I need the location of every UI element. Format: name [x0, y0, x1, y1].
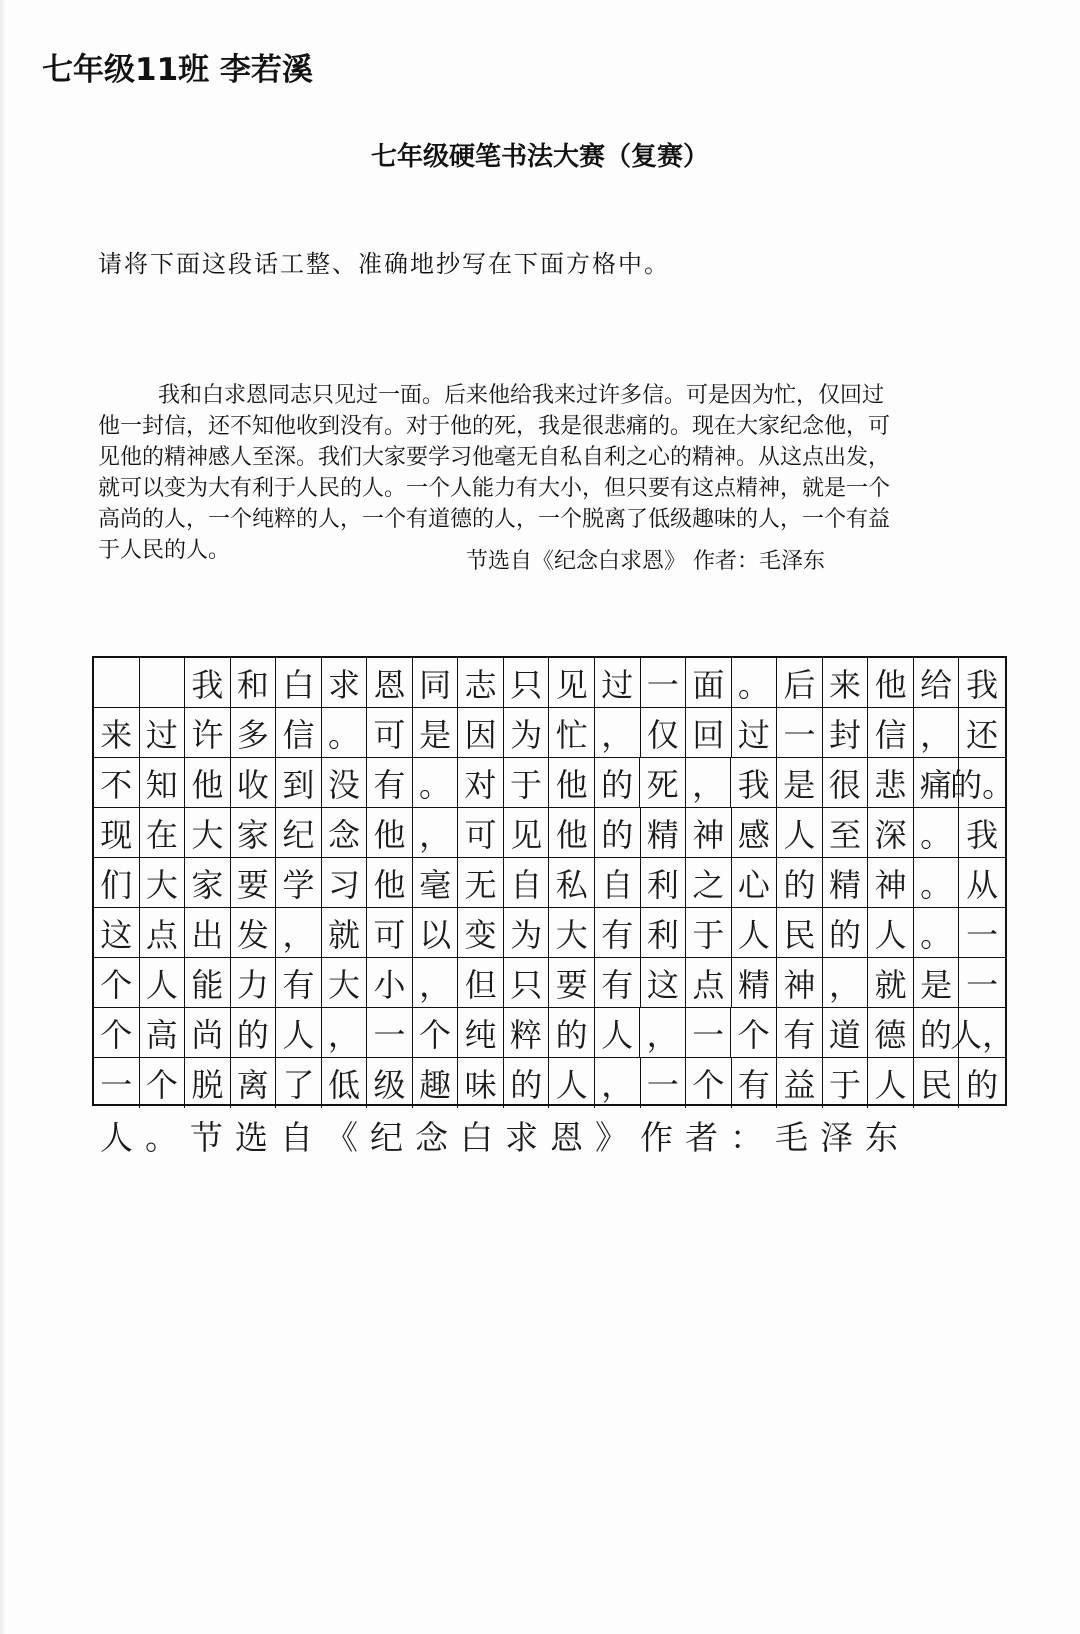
grid-cell: 现	[94, 808, 140, 858]
grid-cell: 我	[959, 658, 1005, 708]
grid-cell: 见	[504, 808, 550, 858]
grid-cell: 味	[458, 1058, 504, 1108]
grid-cell: 一	[94, 1058, 140, 1108]
grid-cell: 有	[595, 908, 641, 958]
grid-cell: 大	[549, 908, 595, 958]
grid-cell: 以	[413, 908, 459, 958]
grid-cell: 多	[231, 708, 277, 758]
grid-cell: 。	[914, 808, 960, 858]
grid-cell: 精	[732, 958, 778, 1008]
grid-cell: 利	[641, 908, 687, 958]
grid-cell: 为	[504, 908, 550, 958]
grid-cell: 民	[777, 908, 823, 958]
grid-cell	[140, 658, 186, 708]
grid-cell: 离	[231, 1058, 277, 1108]
grid-cell: 我	[185, 658, 231, 708]
grid-cell: 纪	[276, 808, 322, 858]
grid-cell: 人	[732, 908, 778, 958]
grid-cell: 封	[823, 708, 869, 758]
grid-cell: 。	[732, 658, 778, 708]
grid-cell: 。	[413, 758, 459, 808]
grid-cell: 一	[959, 958, 1005, 1008]
grid-row	[94, 958, 1005, 1008]
grid-row	[94, 808, 1005, 858]
grid-cell: 悲	[868, 758, 914, 808]
grid-cell: 过	[140, 708, 186, 758]
grid-cell: 于	[686, 908, 732, 958]
grid-cell: 信	[868, 708, 914, 758]
grid-cell: 我	[959, 808, 1005, 858]
grid-row	[94, 908, 1005, 958]
grid-cell: 一	[686, 1008, 732, 1058]
grid-cell: 信	[276, 708, 322, 758]
grid-cell: 忙	[549, 708, 595, 758]
grid-cell: 因	[458, 708, 504, 758]
grid-cell: 来	[94, 708, 140, 758]
grid-cell: ，	[413, 808, 459, 858]
grid-cell: 人	[595, 1008, 641, 1058]
grid-cell: 这	[94, 908, 140, 958]
grid-cell: 一	[641, 658, 687, 708]
grid-cell: 后	[777, 658, 823, 708]
grid-cell: 的	[231, 1008, 277, 1058]
grid-cell: 可	[458, 808, 504, 858]
grid-cell: 他	[367, 858, 413, 908]
grid-cell: 们	[94, 858, 140, 908]
grid-cell: 利	[641, 858, 687, 908]
grid-cell: 粹	[504, 1008, 550, 1058]
grid-cell: 的	[595, 758, 641, 808]
grid-cell: 习	[322, 858, 368, 908]
grid-cell: 这	[641, 958, 687, 1008]
grid-cell: 了	[276, 1058, 322, 1108]
grid-cell: 。	[322, 708, 368, 758]
grid-cell: ，	[276, 908, 322, 958]
grid-cell: 不	[94, 758, 140, 808]
grid-cell: ，	[823, 958, 869, 1008]
grid-cell: 和	[231, 658, 277, 708]
grid-cell: 之	[686, 858, 732, 908]
grid-cell: 神	[868, 858, 914, 908]
grid-cell: 低	[322, 1058, 368, 1108]
grid-cell: 精	[641, 808, 687, 858]
grid-cell: 纯	[458, 1008, 504, 1058]
grid-cell: ，	[686, 758, 732, 808]
grid-row	[94, 658, 1005, 708]
grid-cell: ，	[595, 708, 641, 758]
grid-cell: 的	[914, 1008, 960, 1058]
grid-cell: ，	[413, 958, 459, 1008]
grid-cell: 恩	[367, 658, 413, 708]
grid-cell: 人	[140, 958, 186, 1008]
grid-cell: 自	[504, 858, 550, 908]
grid-cell: 过	[732, 708, 778, 758]
grid-cell: 是	[413, 708, 459, 758]
passage-line: 就可以变为大有利于人民的人。一个人能力有大小，但只要有这点精神，就是一个	[98, 476, 891, 501]
grid-cell: 出	[185, 908, 231, 958]
instruction-text: 请将下面这段话工整、准确地抄写在下面方格中。	[98, 250, 670, 278]
grid-cell: 回	[686, 708, 732, 758]
grid-cell: 知	[140, 758, 186, 808]
grid-cell: 很	[823, 758, 869, 808]
passage-line: 于人民的人。	[98, 538, 231, 563]
grid-cell: 痛	[914, 758, 960, 808]
passage-line: 我和白求恩同志只见过一面。后来他给我来过许多信。可是因为忙，仅回过	[158, 383, 885, 408]
grid-cell: 一	[367, 1008, 413, 1058]
grid-cell: 来	[823, 658, 869, 708]
grid-cell: 神	[777, 958, 823, 1008]
grid-cell: 心	[732, 858, 778, 908]
grid-cell: 只	[504, 658, 550, 708]
grid-cell: 于	[823, 1058, 869, 1108]
grid-cell: 个	[94, 958, 140, 1008]
grid-cell: 点	[686, 958, 732, 1008]
grid-cell: 的	[504, 1058, 550, 1108]
grid-cell: 就	[322, 908, 368, 958]
passage-line: 他一封信，还不知他收到没有。对于他的死，我是很悲痛的。现在大家纪念他，可	[98, 414, 891, 439]
grid-cell: 人	[276, 1008, 322, 1058]
grid-cell: 脱	[185, 1058, 231, 1108]
grid-cell: 力	[231, 958, 277, 1008]
grid-cell: 个	[731, 1008, 777, 1058]
handwritten-footer: 人。节选自《纪念白求恩》作者：毛泽东	[100, 1118, 910, 1157]
grid-cell: 要	[549, 958, 595, 1008]
grid-cell: 他	[185, 758, 231, 808]
grid-cell: 小	[367, 958, 413, 1008]
grid-cell: 一	[777, 708, 823, 758]
grid-cell: 私	[549, 858, 595, 908]
grid-cell: 他	[868, 658, 914, 708]
grid-cell: 大	[140, 858, 186, 908]
grid-cell: 大	[185, 808, 231, 858]
grid-cell: 益	[777, 1058, 823, 1108]
grid-cell: 他	[367, 808, 413, 858]
printed-passage	[98, 380, 998, 566]
grid-cell: 还	[959, 708, 1005, 758]
grid-cell: 大	[322, 958, 368, 1008]
grid-cell: 个	[686, 1058, 732, 1108]
grid-cell: ，	[595, 1058, 641, 1108]
grid-cell: 感	[732, 808, 778, 858]
grid-cell: 他	[549, 758, 595, 808]
grid-cell: 发	[231, 908, 277, 958]
grid-cell: 许	[185, 708, 231, 758]
grid-cell: ，	[914, 708, 960, 758]
grid-cell: 见	[549, 658, 595, 708]
grid-cell: 的。	[959, 758, 1005, 808]
grid-cell: 他	[549, 808, 595, 858]
grid-cell: 过	[595, 658, 641, 708]
grid-cell: 有	[732, 1058, 778, 1108]
writing-grid	[92, 656, 1015, 1106]
passage-line: 高尚的人，一个纯粹的人，一个有道德的人，一个脱离了低级趣味的人，一个有益	[98, 507, 891, 532]
grid-cell: 的	[966, 1066, 999, 1104]
grid-cell: 有	[276, 958, 322, 1008]
grid-cell: 人	[868, 908, 914, 958]
grid-cell: 的	[777, 858, 823, 908]
grid-cell: 只	[504, 958, 550, 1008]
grid-cell: 学	[276, 858, 322, 908]
grid-cell: 的	[549, 1008, 595, 1058]
grid-cell: 深	[868, 808, 914, 858]
grid-cell: 在	[140, 808, 186, 858]
grid-cell: 收	[231, 758, 277, 808]
grid-cell: 于	[504, 758, 550, 808]
grid-cell: 高	[140, 1008, 186, 1058]
grid-cell: 要	[231, 858, 277, 908]
grid-cell: 至	[823, 808, 869, 858]
passage-source: 节选自《纪念白求恩》 作者：毛泽东	[466, 549, 825, 574]
grid-cell: 我	[731, 758, 777, 808]
grid-cell: 就	[868, 958, 914, 1008]
grid-cell: 白	[276, 658, 322, 708]
grid-cell: 可	[367, 908, 413, 958]
grid-cell: ，	[640, 1008, 686, 1058]
passage-line: 见他的精神感人至深。我们大家要学习他毫无自私自利之心的精神。从这点出发，	[98, 445, 891, 470]
grid-cell	[94, 658, 140, 708]
grid-cell: ，	[322, 1008, 368, 1058]
grid-cell: 。	[914, 858, 960, 908]
grid-cell: 求	[322, 658, 368, 708]
grid-cell: 人	[777, 808, 823, 858]
grid-cell: 变	[458, 908, 504, 958]
grid-cell: 一	[641, 1058, 687, 1108]
grid-cell: 为	[504, 708, 550, 758]
grid-cell: 志	[458, 658, 504, 708]
grid-cell: 给	[914, 658, 960, 708]
grid-cell: 个	[140, 1058, 186, 1108]
grid-cell: 。	[914, 908, 960, 958]
grid-cell: 仅	[641, 708, 687, 758]
grid-cell: 级	[367, 1058, 413, 1108]
grid-cell: 但	[458, 958, 504, 1008]
grid-cell: 人	[549, 1058, 595, 1108]
grid-cell: 民	[914, 1058, 960, 1108]
grid-cell: 德	[868, 1008, 914, 1058]
grid-cell: 可	[367, 708, 413, 758]
grid-cell: 一	[959, 908, 1005, 958]
grid-cell: 趣	[413, 1058, 459, 1108]
grid-cell: 个	[413, 1008, 459, 1058]
grid-cell: 精	[823, 858, 869, 908]
grid-cell: 对	[458, 758, 504, 808]
class-student-label: 七年级11班 李若溪	[42, 52, 313, 88]
grid-cell: 尚	[185, 1008, 231, 1058]
grid-cell: 无	[458, 858, 504, 908]
grid-cell: 到	[276, 758, 322, 808]
grid-cell: 有	[595, 958, 641, 1008]
grid-cell: 家	[185, 858, 231, 908]
grid-cell: 是	[914, 958, 960, 1008]
grid-cell: 从	[959, 858, 1005, 908]
grid-cell: 个	[94, 1008, 140, 1058]
grid-row	[94, 758, 1015, 808]
grid-cell: 有	[777, 1008, 823, 1058]
grid-row	[94, 858, 1005, 908]
grid-cell: 是	[777, 758, 823, 808]
grid-cell: 人，	[959, 1008, 1005, 1058]
grid-cell: 自	[595, 858, 641, 908]
grid-cell: 同	[413, 658, 459, 708]
grid-cell: 家	[231, 808, 277, 858]
grid-cell: 没	[322, 758, 368, 808]
page-title: 七年级硬笔书法大赛（复赛）	[370, 142, 709, 172]
grid-cell: 人	[868, 1058, 914, 1108]
grid-cell: 道	[823, 1008, 869, 1058]
grid-cell: 有	[367, 758, 413, 808]
grid-cell: 的	[823, 908, 869, 958]
grid-cell: 的	[595, 808, 641, 858]
grid-cell: 毫	[413, 858, 459, 908]
grid-cell: 神	[686, 808, 732, 858]
grid-cell: 面	[686, 658, 732, 708]
grid-row	[94, 708, 1005, 758]
grid-cell: 念	[322, 808, 368, 858]
grid-cell: 死	[640, 758, 686, 808]
scan-edge	[0, 0, 6, 1634]
grid-cell: 点	[140, 908, 186, 958]
grid-row	[94, 1058, 1005, 1108]
grid-cell: 能	[185, 958, 231, 1008]
grid-row	[94, 1008, 1015, 1058]
